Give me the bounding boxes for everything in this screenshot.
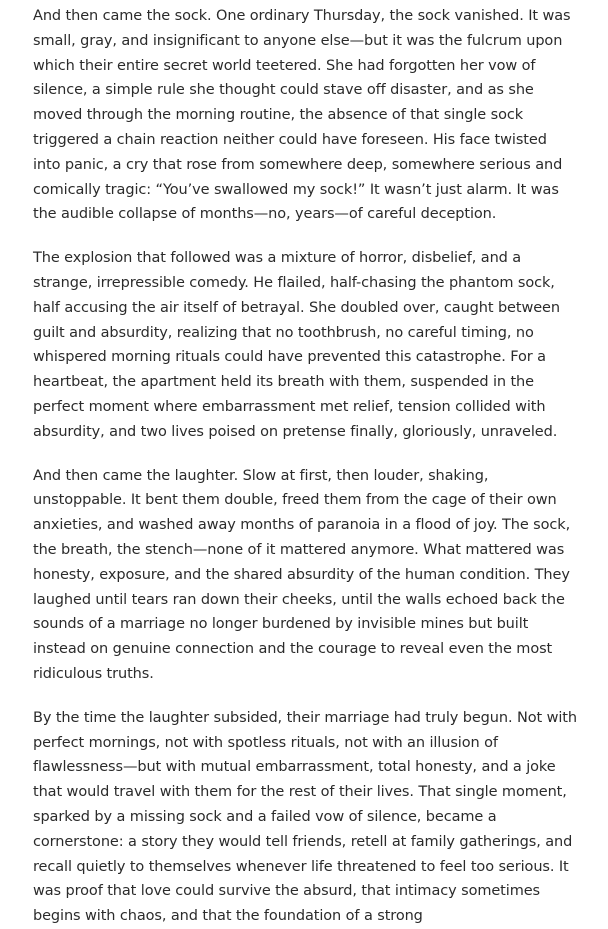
paragraph: And then came the laughter. Slow at first, then louder, shaking, unstoppable. It bent them double, freed them from the cage of their own anxieties, and washed away months of paranoia in a flood of joy. The sock, the breath, the stench—none of it mattered anymore. What mattered was honesty, exposure, and the shared absurdity of the human condition. They laughed until tears ran down their cheeks, until the walls echoed back the sounds of a marriage no longer burdened by invisible mines but built instead on genuine connection and the courage to reveal even the most ridiculous truths. (33, 467, 571, 682)
paragraph: And then came the sock. One ordinary Thursday, the sock vanished. It was small, gray, and insignificant to anyone else—but it was the fulcrum upon which their entire secret world teetered. She had forgotten her vow of silence, a simple rule she thought could stave off disaster, and as she moved through the morning routine, the absence of that single sock triggered a chain reaction neither could have foreseen. His face twisted into panic, a cry that rose from somewhere deep, somewhere serious and comically tragic: “You’ve swallowed my sock!” It wasn’t just alarm. It was the audible collapse of months—no, years—of careful deception. (33, 8, 571, 223)
paragraph: The explosion that followed was a mixture of horror, disbelief, and a strange, irrepressible comedy. He flailed, half-chasing the phantom sock, half accusing the air itself of betrayal. She doubled over, caught between guilt and absurdity, realizing that no toothbrush, no careful timing, no whispered morning rituals could have prevented this catastrophe. For a heartbeat, the apartment held its breath with them, suspended in the perfect moment where embarrassment met relief, tension collided with absurdity, and two lives poised on pretense finally, gloriously, unraveled. (33, 250, 560, 440)
paragraph: By the time the laughter subsided, their marriage had truly begun. Not with perfect mornings, not with spotless rituals, not with an illusion of flawlessness—but with mutual embarrassment, total honesty, and a joke that would travel with them for the rest of their lives. That single moment, sparked by a missing sock and a failed vow of silence, became a cornerstone: a story they would tell friends, retell at family gatherings, and recall quietly to themselves whenever life threatened to feel too serious. It was proof that love could survive the absurd, that intimacy sometimes begins with chaos, and that the foundation of a strong (33, 709, 577, 925)
